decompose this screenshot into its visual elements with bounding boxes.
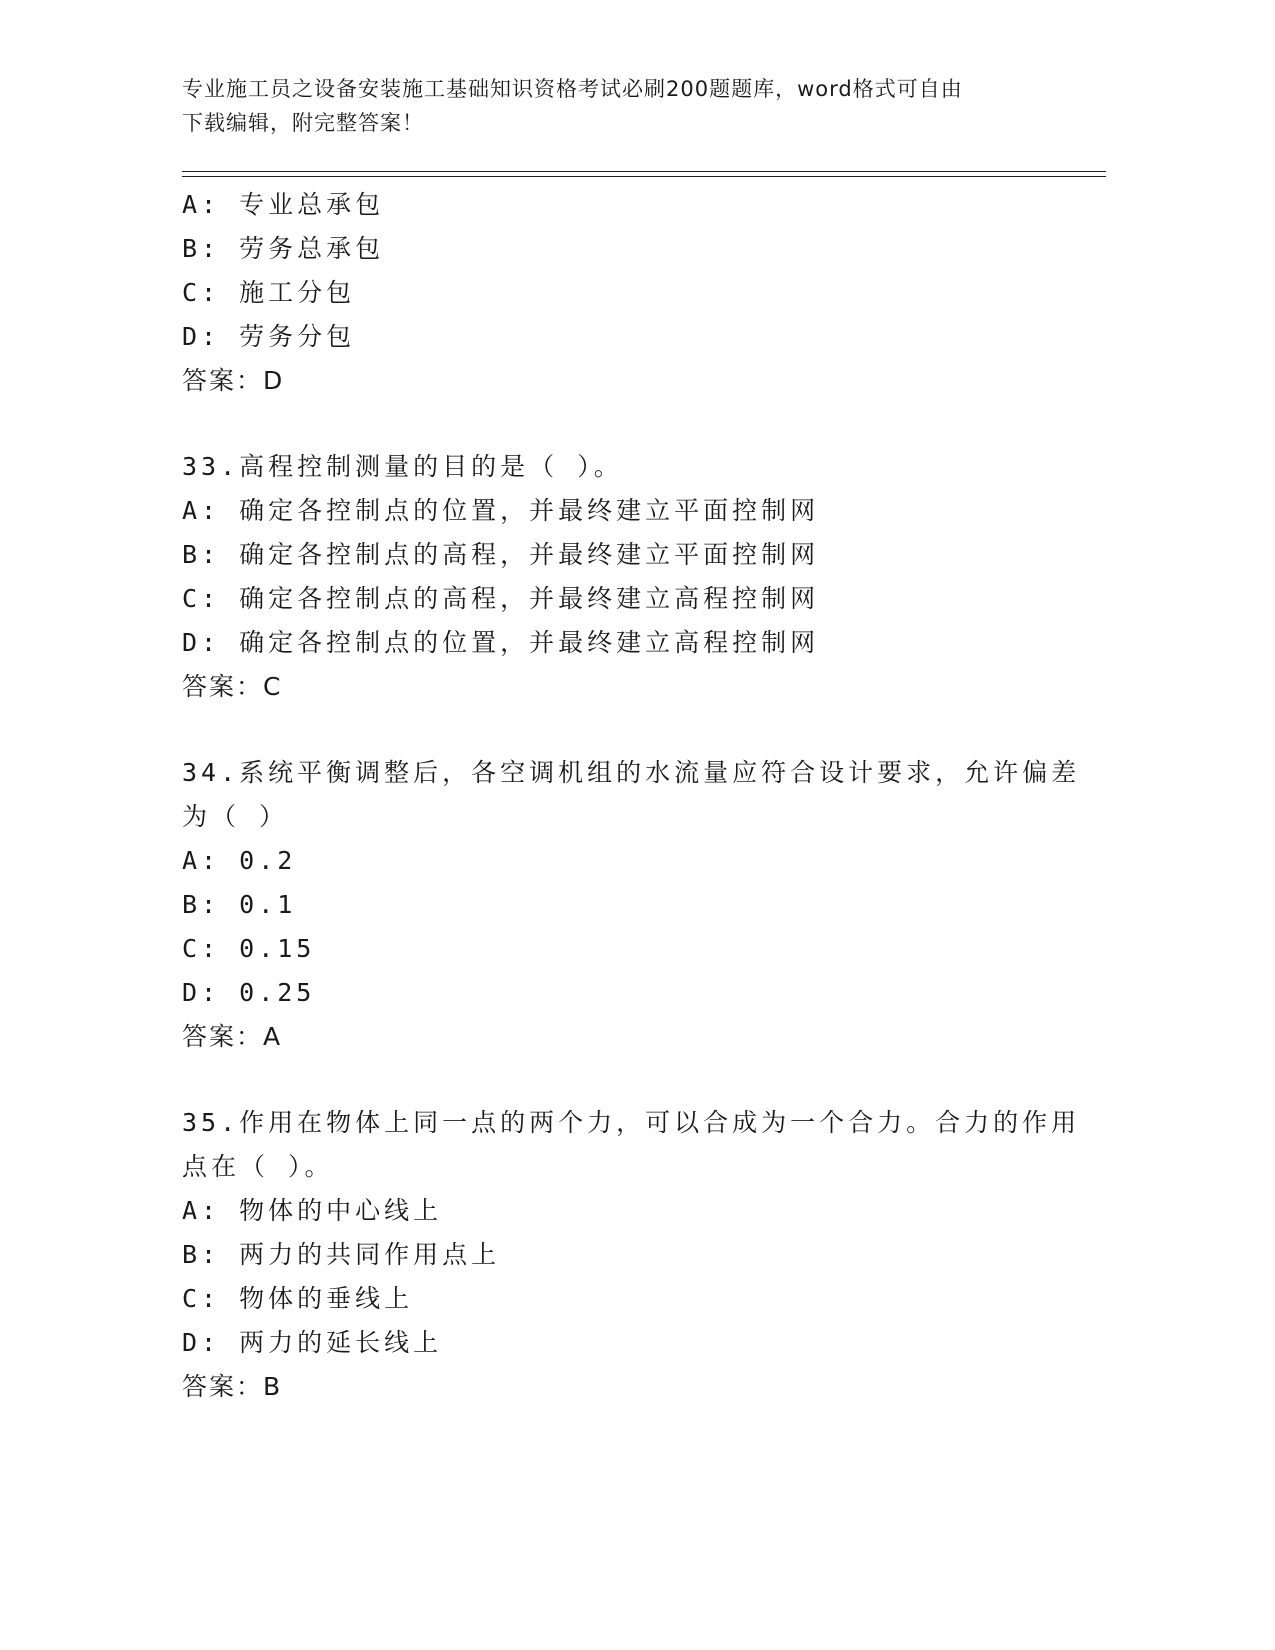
question-spacer — [182, 709, 1082, 751]
question-text: 33.高程控制测量的目的是（ ）。 — [182, 452, 623, 481]
option-d: D: 劳务分包 — [182, 322, 356, 351]
option-b: B: 0.1 — [182, 890, 297, 919]
option-b: B: 两力的共同作用点上 — [182, 1240, 501, 1269]
option-d: D: 两力的延长线上 — [182, 1328, 443, 1357]
answer-line: 答案：A — [182, 1022, 283, 1051]
question-text-continued: 点在（ ）。 — [182, 1152, 334, 1181]
option-b: B: 确定各控制点的高程，并最终建立平面控制网 — [182, 540, 820, 569]
question-32-block — [182, 183, 1082, 403]
option-a: A: 物体的中心线上 — [182, 1196, 443, 1225]
option-c: C: 0.15 — [182, 934, 316, 963]
question-list — [182, 183, 1082, 1409]
answer-line: 答案：C — [182, 672, 283, 701]
option-a: A: 专业总承包 — [182, 190, 385, 219]
question-spacer — [182, 1059, 1082, 1101]
option-a: A: 确定各控制点的位置，并最终建立平面控制网 — [182, 496, 820, 525]
option-c: C: 确定各控制点的高程，并最终建立高程控制网 — [182, 584, 820, 613]
header-title-line-1: 专业施工员之设备安装施工基础知识资格考试必刷200题题库，word格式可自由 — [182, 77, 963, 101]
option-d: D: 确定各控制点的位置，并最终建立高程控制网 — [182, 628, 820, 657]
option-d: D: 0.25 — [182, 978, 316, 1007]
question-34-block — [182, 751, 1082, 1059]
document-header — [182, 72, 1062, 140]
option-b: B: 劳务总承包 — [182, 234, 385, 263]
answer-line: 答案：D — [182, 366, 285, 395]
question-text-continued: 为（ ） — [182, 802, 289, 831]
question-text: 34.系统平衡调整后，各空调机组的水流量应符合设计要求，允许偏差 — [182, 758, 1081, 787]
question-35-block — [182, 1101, 1082, 1409]
header-title-line-2: 下载编辑，附完整答案！ — [182, 111, 424, 135]
option-c: C: 物体的垂线上 — [182, 1284, 414, 1313]
option-c: C: 施工分包 — [182, 278, 356, 307]
header-divider-bottom — [182, 176, 1106, 177]
question-text: 35.作用在物体上同一点的两个力，可以合成为一个合力。合力的作用 — [182, 1108, 1081, 1137]
option-a: A: 0.2 — [182, 846, 297, 875]
header-divider-top — [182, 171, 1106, 172]
question-33-block — [182, 445, 1082, 709]
answer-line: 答案：B — [182, 1372, 283, 1401]
question-spacer — [182, 403, 1082, 445]
